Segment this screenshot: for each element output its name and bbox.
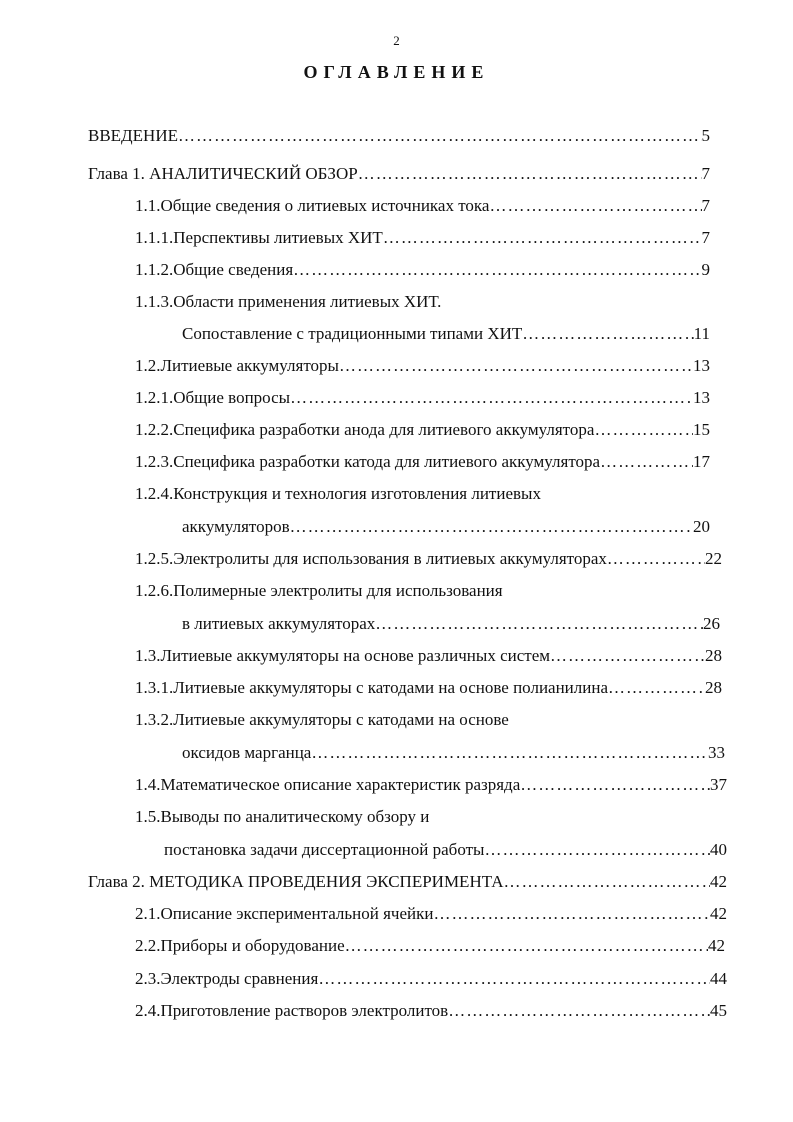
toc-entry-text: 1.1.2.Общие сведения <box>135 260 294 279</box>
toc-leader-dots <box>607 547 705 571</box>
toc-entry-text: 1.3.1.Литиевые аккумуляторы с катодами на основе полианилина <box>135 678 609 697</box>
toc-leader-dots <box>504 870 710 894</box>
toc-leader-dots <box>290 515 693 539</box>
toc-leader-dots <box>311 741 708 765</box>
toc-entry-page: 17 <box>693 452 710 471</box>
toc-entry-text: 1.2.1.Общие вопросы <box>135 388 291 407</box>
toc-entry-2-1 <box>135 902 727 926</box>
toc-leader-dots <box>484 838 710 862</box>
table-of-contents <box>0 124 793 1044</box>
toc-leader-dots <box>550 644 705 668</box>
toc-entry-1-1-3-first-line: 1.1.3.Области применения литиевых ХИТ. <box>135 292 442 311</box>
toc-leader-dots <box>375 612 703 636</box>
toc-entry-text: 1.3.Литиевые аккумуляторы на основе различных систем <box>135 646 550 665</box>
toc-entry-2-2 <box>135 934 725 958</box>
toc-leader-dots <box>358 162 702 186</box>
toc-leader-dots <box>339 354 693 378</box>
toc-entry-page: 9 <box>701 260 710 279</box>
toc-entry-text: 1.2.5.Электролиты для использования в литиевых аккумуляторах <box>135 549 607 568</box>
toc-entry-page: 33 <box>708 743 725 762</box>
toc-entry-1-2-4 <box>182 515 710 539</box>
toc-entry-page: 7 <box>701 196 710 215</box>
toc-entry-introduction <box>88 124 710 148</box>
toc-entry-text: аккумуляторов <box>182 517 290 536</box>
toc-entry-1-5 <box>164 838 727 862</box>
toc-entry-page: 20 <box>693 517 710 536</box>
toc-entry-1-2-6 <box>182 612 720 636</box>
toc-entry-text: 2.2.Приборы и оборудование <box>135 936 345 955</box>
toc-leader-dots <box>383 226 702 250</box>
toc-entry-page: 15 <box>693 420 710 439</box>
toc-entry-page: 5 <box>701 126 710 145</box>
toc-entry-1-3-2 <box>182 741 725 765</box>
toc-entry-text: 1.1.1.Перспективы литиевых ХИТ <box>135 228 383 247</box>
toc-entry-text: 1.4.Математическое описание характеристик разряда <box>135 775 521 794</box>
toc-entry-text: оксидов марганца <box>182 743 312 762</box>
toc-entry-1-1-1 <box>135 226 710 250</box>
toc-entry-text: Глава 2. МЕТОДИКА ПРОВЕДЕНИЯ ЭКСПЕРИМЕНТА <box>88 872 504 891</box>
toc-entry-1-2-2 <box>135 418 710 442</box>
toc-leader-dots <box>600 450 693 474</box>
toc-entry-page: 13 <box>693 356 710 375</box>
toc-entry-1-2-1 <box>135 386 710 410</box>
toc-entry-1-1-2 <box>135 258 710 282</box>
toc-entry-1-1-3 <box>182 322 710 346</box>
toc-entry-1-3-1 <box>135 676 722 700</box>
toc-leader-dots <box>433 902 710 926</box>
toc-leader-dots <box>318 967 710 991</box>
toc-entry-1-2 <box>135 354 710 378</box>
toc-entry-1-2-5 <box>135 547 722 571</box>
toc-leader-dots <box>594 418 693 442</box>
page-title: ОГЛАВЛЕНИЕ <box>303 62 490 82</box>
toc-entry-2-3 <box>135 967 727 991</box>
toc-leader-dots <box>522 322 693 346</box>
toc-entry-page: 40 <box>710 840 727 859</box>
toc-entry-text: постановка задачи диссертационной работы <box>164 840 485 859</box>
toc-entry-text: 1.2.3.Специфика разработки катода для литиевого аккумулятора <box>135 452 601 471</box>
toc-entry-page: 22 <box>705 549 722 568</box>
toc-entry-text: 1.2.Литиевые аккумуляторы <box>135 356 339 375</box>
toc-leader-dots <box>345 934 708 958</box>
toc-entry-text: 1.2.2.Специфика разработки анода для литиевого аккумулятора <box>135 420 595 439</box>
toc-leader-dots <box>290 386 693 410</box>
toc-entry-1-3 <box>135 644 722 668</box>
toc-entry-1-3-2-first-line: 1.3.2.Литиевые аккумуляторы с катодами на основе <box>135 710 509 729</box>
toc-entry-page: 26 <box>703 614 720 633</box>
toc-entry-chapter-2 <box>88 870 727 894</box>
toc-entry-1-2-3 <box>135 450 710 474</box>
toc-leader-dots <box>448 999 710 1023</box>
toc-entry-page: 28 <box>705 678 722 697</box>
toc-entry-text: ВВЕДЕНИЕ <box>88 126 178 145</box>
toc-entry-page: 13 <box>693 388 710 407</box>
toc-entry-page: 42 <box>710 872 727 891</box>
toc-entry-text: 2.4.Приготовление растворов электролитов <box>135 1001 449 1020</box>
toc-leader-dots <box>520 773 710 797</box>
toc-entry-page: 7 <box>701 228 710 247</box>
toc-leader-dots <box>178 124 702 148</box>
toc-entry-1-5-first-line: 1.5.Выводы по аналитическому обзору и <box>135 807 430 826</box>
toc-entry-text: Сопоставление с традиционными типами ХИТ <box>182 324 523 343</box>
toc-leader-dots <box>293 258 701 282</box>
toc-entry-page: 42 <box>708 936 725 955</box>
toc-entry-page: 44 <box>710 969 727 988</box>
toc-entry-chapter-1 <box>88 162 710 186</box>
toc-entry-page: 45 <box>710 1001 727 1020</box>
toc-entry-text: в литиевых аккумуляторах <box>182 614 376 633</box>
toc-entry-text: 2.1.Описание экспериментальной ячейки <box>135 904 434 923</box>
toc-entry-2-4 <box>135 999 727 1023</box>
page-number: 2 <box>393 33 400 48</box>
toc-entry-page: 11 <box>693 324 710 343</box>
toc-entry-text: 2.3.Электроды сравнения <box>135 969 319 988</box>
toc-leader-dots <box>608 676 705 700</box>
toc-entry-page: 7 <box>701 164 710 183</box>
toc-entry-1-2-4-first-line: 1.2.4.Конструкция и технология изготовления литиевых <box>135 484 541 503</box>
toc-entry-1-2-6-first-line: 1.2.6.Полимерные электролиты для использования <box>135 581 503 600</box>
toc-entry-text: Глава 1. АНАЛИТИЧЕСКИЙ ОБЗОР <box>88 164 358 183</box>
toc-entry-page: 37 <box>710 775 727 794</box>
toc-entry-page: 42 <box>710 904 727 923</box>
toc-leader-dots <box>489 194 701 218</box>
toc-entry-1-1 <box>135 194 710 218</box>
toc-entry-1-4 <box>135 773 727 797</box>
toc-entry-text: 1.1.Общие сведения о литиевых источниках тока <box>135 196 490 215</box>
toc-entry-page: 28 <box>705 646 722 665</box>
